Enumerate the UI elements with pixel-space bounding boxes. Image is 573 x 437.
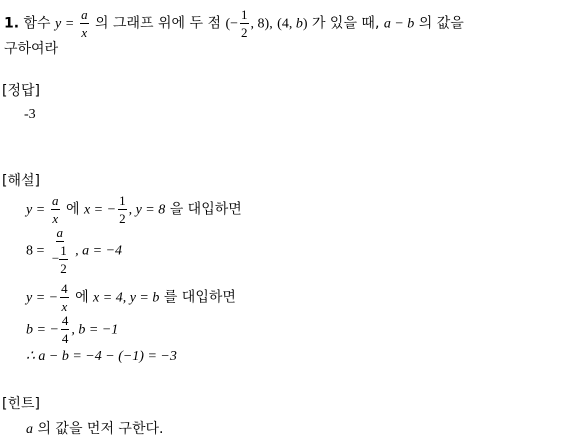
fraction-one-half [59, 244, 68, 275]
math-substitution: x = 4, y = b [93, 290, 160, 306]
problem-line-2: 구하여라 [4, 41, 59, 57]
problem-line-1 [4, 8, 464, 39]
point1-rest: , 8), [250, 16, 273, 32]
fraction-a-over-x [51, 194, 60, 225]
frac-numerator: 4 [61, 313, 69, 328]
frac-denominator: 2 [119, 211, 126, 226]
math-lhs: 8 = [26, 243, 45, 259]
hint-text: 의 값을 먼저 구한다. [37, 421, 164, 437]
eq-lhs: y [55, 16, 62, 32]
eq-sign: = [65, 16, 74, 32]
explanation-text: 을 대입하면 [169, 201, 242, 218]
frac-numerator: a [52, 193, 59, 208]
math-lhs: y = − [26, 290, 59, 306]
explanation-line-4 [26, 314, 118, 345]
explanation-header: [해설] [2, 173, 40, 189]
frac-denominator: 4 [61, 331, 69, 346]
fraction-a-over-neg-half [51, 226, 69, 275]
math-x-eq: x = − [83, 202, 117, 218]
point2-close: ) [302, 16, 308, 32]
fraction-4-over-4 [61, 314, 70, 345]
fraction-one-half [118, 194, 127, 225]
fraction-one-half [240, 8, 249, 39]
eq-sign: = [36, 202, 45, 218]
answer-header: [정답] [2, 83, 40, 99]
explanation-text: 를 대입하면 [163, 289, 236, 306]
math-lhs: b = − [26, 322, 59, 338]
frac-numerator: 1 [60, 243, 67, 258]
frac-numerator: a [56, 225, 64, 240]
var-a: a [26, 422, 33, 437]
frac-denominator: x [61, 299, 68, 314]
frac-denominator [51, 242, 69, 275]
explanation-line-3 [26, 282, 236, 313]
problem-text-1: 함수 [23, 15, 51, 32]
frac-numerator: 1 [119, 193, 126, 208]
math-y-eq: , y = 8 [128, 202, 166, 218]
hint-header: [힌트] [2, 396, 40, 412]
explanation-text: 에 [65, 201, 80, 218]
problem-text-3: 가 있을 때, [311, 15, 380, 32]
point2-b: b [295, 16, 303, 32]
problem-text-4: 의 값을 [418, 15, 464, 32]
explanation-text: 에 [75, 289, 89, 306]
frac-numerator: 4 [61, 281, 68, 296]
expr-a-minus-b: a − b [383, 16, 415, 32]
problem-number: 1. [4, 15, 20, 32]
explanation-line-5: ∴ a − b = −4 − (−1) = −3 [26, 349, 177, 364]
frac-denominator: x [52, 211, 59, 226]
math-result: , a = −4 [75, 243, 123, 259]
point1-open: (− [225, 16, 239, 32]
hint-line [26, 422, 163, 437]
frac-denominator: 2 [60, 261, 67, 276]
explanation-line-1 [26, 194, 242, 225]
minus-sign: − [51, 250, 60, 266]
point2-open: (4, [277, 16, 296, 32]
frac-numerator: 1 [241, 7, 248, 22]
frac-numerator: a [81, 7, 88, 22]
problem-text-2: 의 그래프 위에 두 점 [95, 15, 222, 32]
frac-denominator: x [81, 25, 88, 40]
explanation-line-2 [26, 226, 122, 275]
frac-denominator: 2 [241, 25, 248, 40]
var-y: y [26, 202, 33, 218]
fraction-a-over-x [80, 8, 89, 39]
fraction-4-over-x [60, 282, 69, 313]
answer-value: -3 [24, 107, 36, 122]
math-result: , b = −1 [71, 322, 119, 338]
